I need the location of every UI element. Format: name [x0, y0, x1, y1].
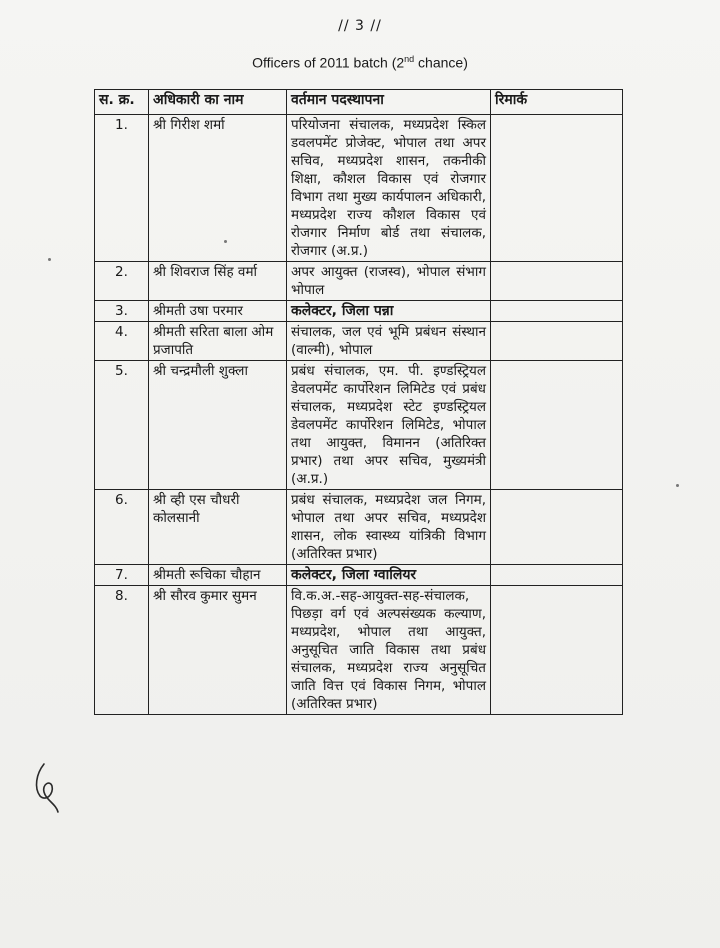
- table-row: [95, 490, 623, 565]
- scan-speck: [48, 258, 51, 261]
- remark-cell: [491, 490, 623, 565]
- table-row: [95, 565, 623, 586]
- remark-cell: [491, 301, 623, 322]
- current-posting: कलेक्टर, जिला पन्ना: [287, 301, 491, 322]
- remark-cell: [491, 586, 623, 715]
- remark-cell: [491, 262, 623, 301]
- table-row: [95, 361, 623, 490]
- table-header-row: [95, 90, 623, 115]
- document-title: [0, 54, 720, 71]
- signature-mark: [30, 760, 62, 816]
- officers-table: [94, 89, 623, 715]
- serial-number: 7.: [95, 565, 149, 586]
- table-row: [95, 301, 623, 322]
- remark-cell: [491, 115, 623, 262]
- officer-name: श्रीमती उषा परमार: [149, 301, 287, 322]
- table-row: [95, 586, 623, 715]
- serial-number: 4.: [95, 322, 149, 361]
- scan-speck: [676, 484, 679, 487]
- header-remark: रिमार्क: [491, 90, 623, 115]
- table-row: [95, 115, 623, 262]
- header-officer-name: अधिकारी का नाम: [149, 90, 287, 115]
- page-number: // 3 //: [338, 18, 382, 34]
- table-row: [95, 262, 623, 301]
- officer-name: श्री सौरव कुमार सुमन: [149, 586, 287, 715]
- current-posting: प्रबंध संचालक, मध्यप्रदेश जल निगम, भोपाल तथा अपर सचिव, मध्यप्रदेश शासन, लोक स्वास्थ्य यांत्रिकी विभाग (अतिरिक्त प्रभार): [287, 490, 491, 565]
- header-serial-no: स. क्र.: [95, 90, 149, 115]
- officer-name: श्री चन्द्रमौली शुक्ला: [149, 361, 287, 490]
- serial-number: 3.: [95, 301, 149, 322]
- officer-name: श्री शिवराज सिंह वर्मा: [149, 262, 287, 301]
- header-current-posting: वर्तमान पदस्थापना: [287, 90, 491, 115]
- title-end: chance): [414, 54, 468, 71]
- officer-name: श्रीमती रूचिका चौहान: [149, 565, 287, 586]
- officer-name: श्री गिरीश शर्मा: [149, 115, 287, 262]
- current-posting: कलेक्टर, जिला ग्वालियर: [287, 565, 491, 586]
- current-posting: अपर आयुक्त (राजस्व), भोपाल संभाग भोपाल: [287, 262, 491, 301]
- serial-number: 8.: [95, 586, 149, 715]
- current-posting: वि.क.अ.-सह-आयुक्त-सह-संचालक, पिछड़ा वर्ग एवं अल्पसंख्यक कल्याण, मध्यप्रदेश, भोपाल तथा आयुक्त, अनुसूचित जाति विकास तथा प्रबंध संचालक, मध्यप्रदेश राज्य अनुसूचित जाति वित्त एवं विकास निगम, भोपाल (अतिरिक्त प्रभार): [287, 586, 491, 715]
- serial-number: 6.: [95, 490, 149, 565]
- current-posting: प्रबंध संचालक, एम. पी. इण्डस्ट्रियल डेवलपमेंट कार्पोरेशन लिमिटेड एवं प्रबंध संचालक, मध्यप्रदेश स्टेट इण्डस्ट्रियल डेवलपमेंट कार्पोरेशन लिमिटेड, भोपाल तथा आयुक्त, विमानन (अतिरिक्त प्रभार) तथा अपर सचिव, मुख्यमंत्री (अ.प्र.): [287, 361, 491, 490]
- officer-name: श्रीमती सरिता बाला ओम प्रजापति: [149, 322, 287, 361]
- scan-speck: [224, 240, 227, 243]
- serial-number: 1.: [95, 115, 149, 262]
- remark-cell: [491, 565, 623, 586]
- remark-cell: [491, 322, 623, 361]
- current-posting: परियोजना संचालक, मध्यप्रदेश स्किल डवलपमेंट प्रोजेक्ट, भोपाल तथा अपर सचिव, मध्यप्रदेश शासन, तकनीकी शिक्षा, कौशल विकास एवं रोजगार विभाग तथा मुख्य कार्यपालन अधिकारी, मध्यप्रदेश राज्य कौशल विकास एवं रोजगार निर्माण बोर्ड तथा संचालक, रोजगार (अ.प्र.): [287, 115, 491, 262]
- officer-name: श्री व्ही एस चौधरी कोलसानी: [149, 490, 287, 565]
- current-posting: संचालक, जल एवं भूमि प्रबंधन संस्थान (वाल्मी), भोपाल: [287, 322, 491, 361]
- title-main: Officers of 2011 batch (2: [252, 54, 405, 71]
- title-superscript: nd: [404, 54, 415, 64]
- serial-number: 5.: [95, 361, 149, 490]
- serial-number: 2.: [95, 262, 149, 301]
- remark-cell: [491, 361, 623, 490]
- table-row: [95, 322, 623, 361]
